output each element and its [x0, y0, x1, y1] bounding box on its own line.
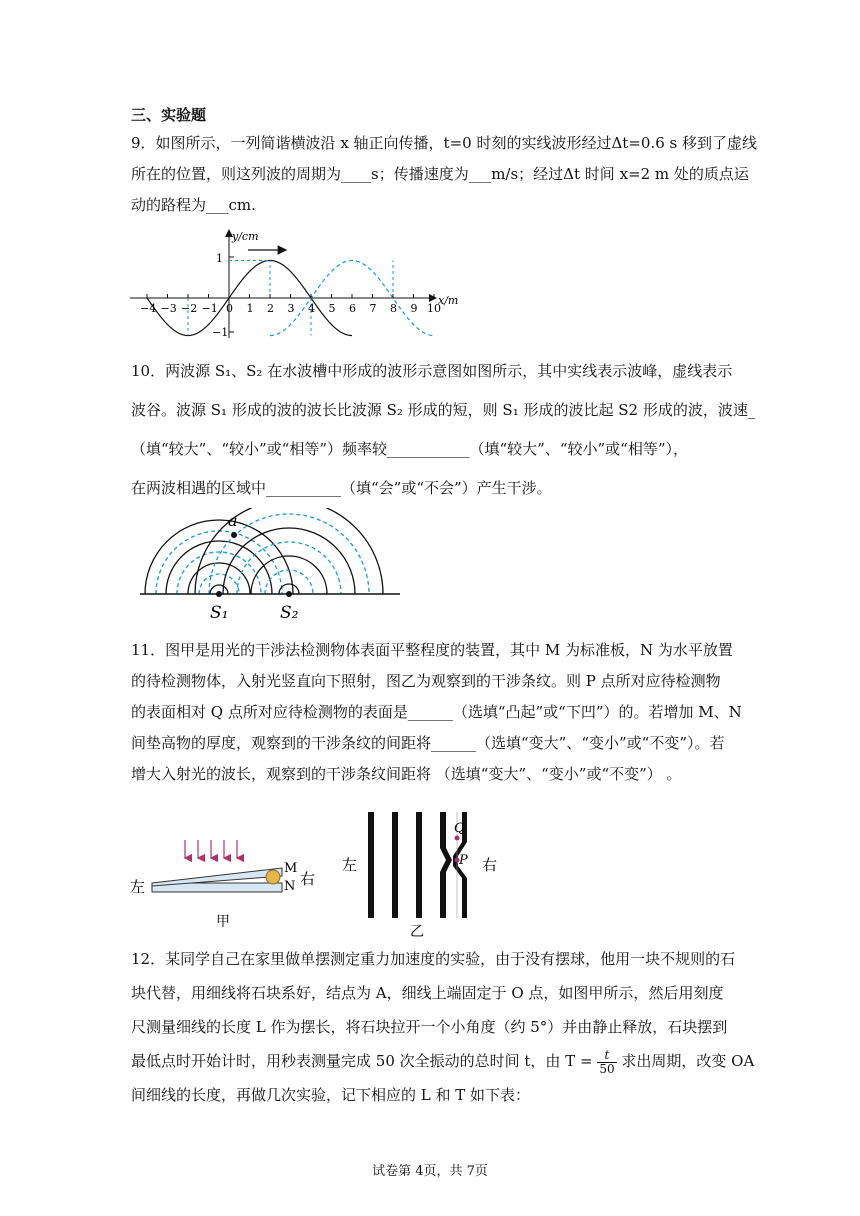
source-s2-dot	[286, 591, 292, 597]
q12-line-4	[131, 1044, 755, 1078]
q11-line-2: 的待检测物体，入射光竖直向下照射，图乙为观察到的干涉条纹。则 P 点所对应待检测物	[131, 672, 721, 690]
wave-arc	[177, 552, 261, 594]
q10-interference-figure	[130, 508, 410, 628]
x-tick-label: −2	[181, 302, 198, 315]
x-tick-label: 5	[328, 302, 336, 315]
q12-line-4-pre: 最低点时开始计时，用秒表测量完成 50 次全振动的总时间 t，由 T =	[131, 1052, 593, 1070]
point-q-dot	[455, 836, 460, 841]
q11-line-3: 的表面相对 Q 点所对应待检测物的表面是______（选填“凸起”或“下凹”）的。若增加 M、N	[131, 703, 742, 721]
q12-line-3: 尺测量细线的长度 L 作为摆长，将石块拉开一个小角度（约 5°）并由静止释放，石块摆到	[131, 1018, 728, 1036]
q11-line-1: 11．图甲是用光的干涉法检测物体表面平整程度的装置，其中 M 为标准板，N 为水平放置	[131, 641, 733, 659]
source-s1-dot	[216, 591, 222, 597]
q10-line-2: 波谷。波源 S₁ 形成的波的波长比波源 S₂ 形成的短，则 S₁ 形成的波比起 S2 形成的波，波速_	[131, 401, 756, 419]
fringe-4-bent	[440, 812, 452, 918]
period-fraction	[597, 1049, 616, 1076]
q11-line-4: 间垫高物的厚度，观察到的干涉条纹的间距将______（选填“变大”、“变小”或“不变”）。若	[131, 734, 725, 752]
s1-label: S₁	[210, 603, 229, 623]
s2-crests	[195, 508, 383, 594]
q12-line-5: 间细线的长度，再做几次实验，记下相应的 L 和 T 如下表：	[131, 1086, 531, 1104]
fringe-3	[416, 812, 422, 918]
jia-right-label: 右	[300, 870, 316, 888]
x-tick-label: −3	[160, 302, 177, 315]
label-p: P	[459, 853, 468, 868]
x-tick-label: −1	[201, 302, 218, 315]
yi-right-label: 右	[482, 856, 498, 874]
fraction-denominator: 50	[599, 1061, 615, 1076]
question-11	[131, 635, 742, 790]
wave-arc	[251, 556, 327, 594]
label-m: M	[284, 861, 298, 876]
q9-line-3: 动的路程为___cm.	[131, 196, 256, 214]
q9-line-1: 9．如图所示，一列简谐横波沿 x 轴正向传播，t=0 时刻的实线波形经过Δt=0.6 s 移到了虚线	[131, 134, 757, 152]
yi-caption: 乙	[410, 924, 424, 940]
x-tick-label: 3	[287, 302, 295, 315]
point-a-dot	[231, 532, 237, 538]
label-q: Q	[454, 821, 465, 836]
point-a-label: a	[228, 511, 238, 530]
x-tick-label: 10	[427, 302, 441, 315]
x-tick-label: 6	[349, 302, 356, 315]
wave-arc	[166, 541, 272, 594]
x-axis-label: x/m	[438, 294, 459, 307]
fraction-numerator: t	[597, 1049, 616, 1063]
y-tick-1: 1	[216, 252, 223, 265]
x-tick-label: −4	[140, 302, 157, 315]
wave-arc	[188, 563, 250, 594]
q11-figure-jia	[128, 836, 328, 940]
q10-line-4: 在两波相遇的区域中__________（填“会”或“不会”）产生干涉。	[131, 479, 552, 497]
x-tick-label: 7	[369, 302, 377, 315]
q12-line-2: 块代替，用细线将石块系好，结点为 A，细线上端固定于 O 点，如图甲所示，然后用刻度	[131, 984, 724, 1002]
label-n: N	[284, 879, 296, 894]
q10-line-1: 10．两波源 S₁、S₂ 在水波槽中形成的波形示意图如图所示，其中实线表示波峰，虚线表示	[131, 362, 733, 380]
q9-wave-graph	[128, 226, 468, 341]
q11-figure-yi	[340, 808, 515, 940]
s2-label: S₂	[280, 603, 299, 623]
jia-left-label: 左	[130, 878, 146, 896]
question-9	[131, 128, 757, 221]
fringe-2	[392, 812, 398, 918]
q12-line-4-post: 求出周期，改变 OA	[621, 1052, 755, 1070]
x-tick-label: 8	[390, 302, 397, 315]
page-footer: 试卷第 4页，共 7页	[372, 1164, 488, 1179]
q12-line-1: 12．某同学自己在家里做单摆测定重力加速度的实验，由于没有摆球，他用一块不规则的石	[131, 950, 736, 968]
x-tick-label: 4	[308, 302, 315, 315]
spacer-ball	[266, 870, 280, 884]
q10-line-3: （填“较大”、“较小”或“相等”）频率较___________（填“较大”、“较小”或“相等”），	[131, 440, 689, 458]
section-title: 三、实验题	[131, 106, 207, 124]
incident-light-arrows	[185, 840, 237, 858]
x-tick-label: 0	[226, 302, 233, 315]
fringe-1	[368, 812, 374, 918]
x-tick-labels	[140, 294, 441, 315]
question-12	[131, 942, 755, 1112]
y-tick-minus-1: −1	[212, 326, 229, 339]
y-axis-label: y/cm	[232, 230, 259, 243]
x-tick-label: 1	[246, 302, 254, 315]
x-tick-label: 9	[410, 302, 418, 315]
yi-left-label: 左	[342, 856, 358, 874]
q9-line-2: 所在的位置，则这列波的周期为____s；传播速度为___m/s；经过Δt 时间 x=2 m 处的质点运	[131, 165, 749, 183]
x-tick-label: 2	[267, 302, 274, 315]
q11-line-5: 增大入射光的波长，观察到的干涉条纹间距将 （选填“变大”、“变小”或“不变”） 。	[131, 765, 682, 783]
question-10	[131, 352, 756, 508]
wave-arc	[195, 508, 383, 594]
jia-caption: 甲	[216, 914, 230, 930]
